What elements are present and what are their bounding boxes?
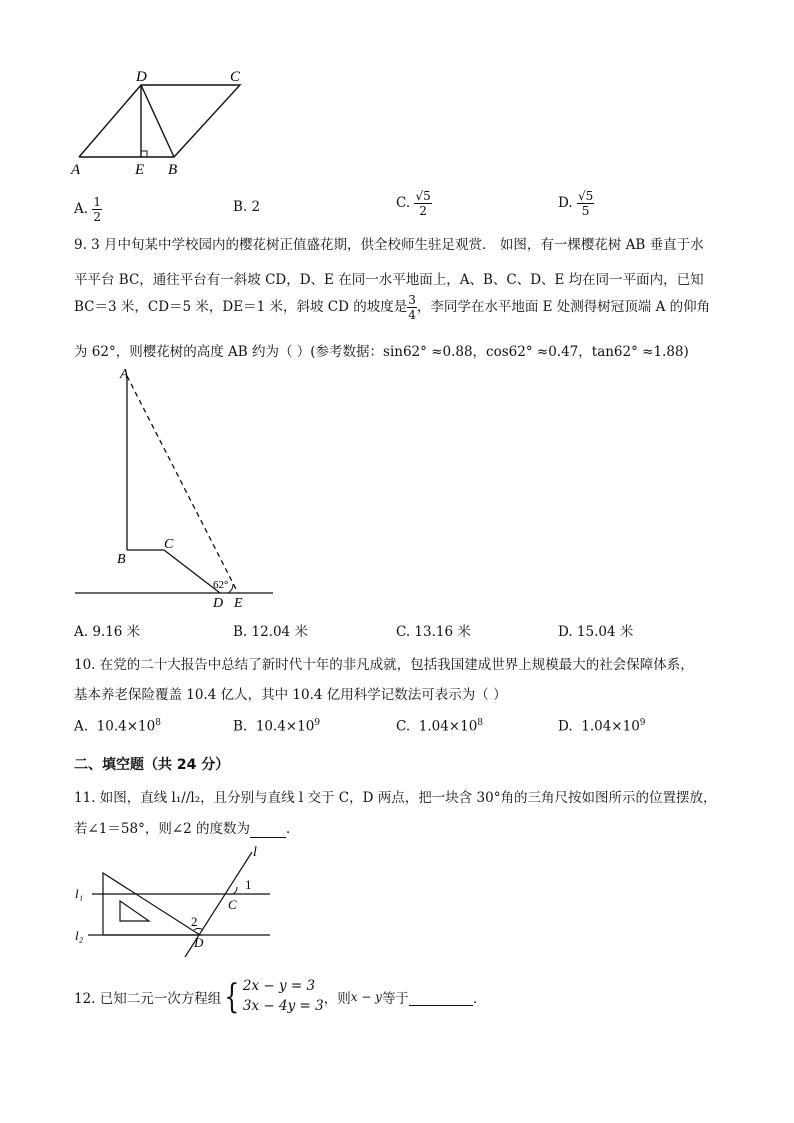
- q10-line-1: 10. 在党的二十大报告中总结了新时代十年的非凡成就，包括我国建成世界上规模最大的社会保障体系，: [74, 657, 694, 673]
- q9-option-c[interactable]: C. 13.16 米: [396, 624, 471, 640]
- fraction: $\frac{√5}{5}$: [577, 189, 594, 218]
- angle-1-arc: [233, 887, 237, 894]
- label-l2: l₂: [75, 928, 84, 943]
- q10-line-2: 基本养老保险覆盖 10.4 亿人，其中 10.4 亿用科学记数法可表示为（ ）: [74, 687, 507, 703]
- angle-arc: [228, 584, 233, 593]
- fraction: $\frac{1}{2}$: [93, 195, 101, 224]
- triangle-ruler-inner: [120, 901, 149, 921]
- right-angle-mark: [141, 151, 147, 157]
- brace-icon: {: [224, 977, 240, 1017]
- answer-blank[interactable]: [250, 821, 286, 838]
- q9-option-d[interactable]: D. 15.04 米: [558, 624, 634, 640]
- angle-label: 62°: [213, 579, 229, 591]
- answer-blank[interactable]: [409, 989, 473, 1006]
- q9-line-4: 为 62°，则樱花树的高度 AB 约为（ ）(参考数据：sin62° ≈0.88，cos62° ≈0.47，tan62° ≈1.88): [74, 344, 689, 360]
- label-c: C: [164, 537, 174, 552]
- label-c: C: [228, 897, 237, 912]
- q12: 12. 已知二元一次方程组 { 2x − y = 3 3x − 4y = 3 ，则 x − y 等于 ．: [74, 977, 487, 1017]
- label-a: A: [71, 162, 81, 178]
- q9-line-2: 平平台 BC，通往平台有一斜坡 CD，D、E 在同一水平地面上，A、B、C、D、E 均在同一平面内，已知: [74, 272, 704, 288]
- q10-option-d[interactable]: D. $1.04\times 10^9$: [558, 718, 646, 735]
- label-c: C: [230, 69, 241, 85]
- parallelogram-abcd: [79, 85, 240, 157]
- q10-option-b[interactable]: B. $10.4\times 10^9$: [233, 718, 321, 735]
- q9-option-b[interactable]: B. 12.04 米: [233, 624, 308, 640]
- q9-line-3: BC＝3 米，CD＝5 米，DE＝1 米，斜坡 CD 的坡度是 $\frac{3}{4}$ ，李同学在水平地面 E 处测得树冠顶端 A 的仰角: [74, 293, 711, 322]
- equation-system: 2x − y = 3 3x − 4y = 3: [242, 978, 324, 1014]
- q9-option-a[interactable]: A. 9.16 米: [74, 624, 141, 640]
- label-e: E: [234, 596, 243, 611]
- q8-figure: [68, 64, 258, 180]
- label-angle-1: 1: [245, 877, 252, 892]
- sight-line-ae: [127, 376, 238, 593]
- diagonal-db: [141, 85, 174, 157]
- q11-figure: [70, 842, 280, 962]
- label-angle-2: 2: [191, 914, 198, 929]
- q8-option-c[interactable]: C. $\frac{√5}{2}$: [396, 189, 431, 218]
- q10-option-a[interactable]: A. $10.4\times 10^8$: [74, 718, 161, 735]
- q8-option-a[interactable]: A. $\frac{1}{2}$: [74, 195, 101, 224]
- label-d: D: [136, 69, 147, 85]
- label-e: E: [135, 162, 145, 178]
- label-l: l: [253, 845, 257, 860]
- label-b: B: [117, 552, 126, 567]
- label-b: B: [168, 162, 178, 178]
- q8-option-b[interactable]: B. 2: [233, 199, 261, 215]
- label-l1: l₁: [75, 886, 84, 901]
- q9-figure: [70, 362, 280, 612]
- q9-line-1: 9. 3 月中旬某中学校园内的樱花树正值盛花期，供全校师生驻足观赏． 如图，有一棵樱花树 AB 垂直于水: [74, 237, 704, 253]
- slope-fraction: $\frac{3}{4}$: [408, 293, 416, 322]
- q11-line-1: 11. 如图，直线 l₁//l₂，且分别与直线 l 交于 C，D 两点，把一块含 30°角的三角尺按如图所示的位置摆放，: [74, 790, 717, 806]
- label-a: A: [120, 367, 129, 382]
- section-title: 二、填空题（共 24 分）: [74, 757, 230, 773]
- q10-option-c[interactable]: C. $1.04\times 10^8$: [396, 718, 484, 735]
- label-d: D: [194, 935, 204, 950]
- triangle-ruler-outer: [103, 873, 200, 935]
- slope-cd: [164, 550, 220, 593]
- q8-option-d[interactable]: D. $\frac{√5}{5}$: [558, 189, 594, 218]
- fraction: $\frac{√5}{2}$: [415, 189, 431, 218]
- label-d: D: [213, 596, 224, 611]
- q11-line-2: 若∠1＝58°，则∠2 的度数为 ．: [74, 821, 300, 837]
